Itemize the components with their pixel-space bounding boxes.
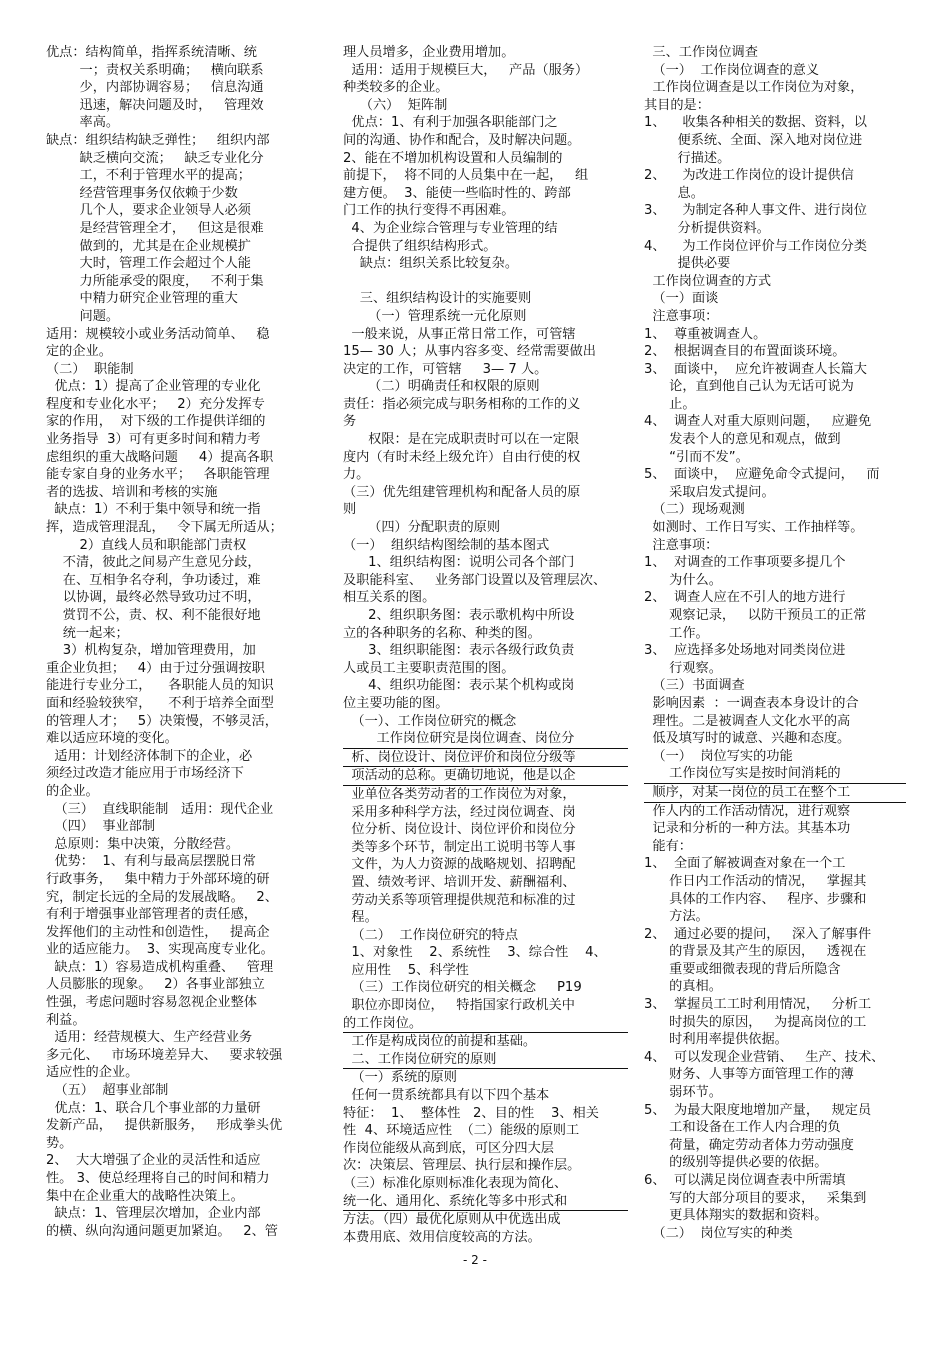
text-line: 项活动的总称。更确切地说，他是以企 [343, 767, 628, 786]
text-line: 发挥他们的主动性和创造性， 提高企 [46, 924, 270, 940]
text-line: 适用：计划经济体制下的企业，必 [46, 748, 253, 764]
text-line: 1、 全面了解被调查对象在一个工 [644, 856, 846, 872]
text-line: 适用：规模较小或业务活动简单、 稳 [46, 326, 270, 342]
text-line: 工作是构成岗位的前提和基础。 [343, 1034, 537, 1050]
text-line: 3、 掌握员工工时利用情况， 分析工 [644, 997, 872, 1013]
text-line: 1、 尊重被调查人。 [644, 326, 767, 342]
text-line: 更具体翔实的数据和资料。 [644, 1208, 828, 1224]
text-line: 职位亦即岗位， 特指国家行政机关中 [343, 998, 575, 1014]
text-line: 集中在企业重大的战略性决策上。 [46, 1188, 244, 1204]
text-line: 注意事项： [644, 308, 719, 324]
text-line: 三、组织结构设计的实施要则 [343, 291, 532, 307]
text-line: 类等多个环节，制定出工说明书等人事 [343, 839, 576, 855]
text-line: 相互关系的图。 [343, 590, 436, 606]
text-line: 2、 通过必要的提问， 深入了解事件 [644, 926, 872, 942]
text-line: 的企业。 [46, 783, 99, 799]
text-line: 4、为企业综合管理与专业管理的结 [343, 220, 558, 236]
text-line: 不清，彼此之间易产生意见分歧， [46, 555, 261, 571]
text-line: 1、 收集各种相关的数据、资料，以 [644, 115, 867, 131]
text-line: 5、 面谈中， 应避免命令式提问， 而 [644, 467, 880, 483]
text-line: 工作。 [644, 625, 709, 641]
text-line: 理人员增多，企业费用增加。 [343, 45, 515, 60]
text-line: 的横、纵向沟通问题更加紧迫。 2、管 [46, 1223, 278, 1239]
text-line: 3）机构复杂，增加管理费用，加 [46, 643, 256, 659]
text-line: 以协调，最终必然导致功过不明， [46, 590, 261, 606]
text-line: 本费用底、效用信度较高的方法。 [343, 1229, 541, 1245]
text-line: 方法。（四）最优化原则从中优选出成 [343, 1212, 561, 1228]
text-line: 6、 可以满足岗位调查表中所需填 [644, 1173, 846, 1188]
text-line: 4、 调查人对重大原则问题， 应避免 [644, 414, 872, 430]
text-line: 行政事务， 集中精力于外部环境的研 [46, 871, 270, 887]
text-line: （二） 岗位写实的种类 [644, 1225, 793, 1241]
text-line: 2、 根据调查目的布置面谈环境。 [644, 344, 846, 360]
text-line: 工作岗位调查的方式 [644, 273, 772, 289]
text-line: 作岗位能级从高到底，可区分四大层 [343, 1140, 554, 1156]
text-line: （二） 工作岗位研究的特点 [343, 927, 519, 943]
text-line: （一） 组织结构图绘制的基本图式 [343, 537, 550, 553]
text-line: 大时，管理工作会超过个人能 [46, 256, 251, 272]
text-line: 2、 调查人应在不引人的地方进行 [644, 590, 846, 606]
text-line: 息。 [644, 185, 704, 201]
text-line: 观察记录， 以防干预员工的正常 [644, 608, 867, 623]
text-line: 适用：适用于规模巨大， 产品（服务） [343, 62, 589, 78]
text-line: 力所能承受的限度， 不利于集 [46, 273, 264, 289]
text-line: 采取启发式提问。 [644, 484, 775, 500]
text-line: 弱环节。 [644, 1085, 722, 1101]
text-line: 人或员工主要职责范围的图。 [343, 660, 515, 676]
text-line: 前提下， 将不同的人员集中在一起， 组 [343, 168, 589, 184]
text-line: 位主要功能的图。 [343, 695, 449, 711]
text-line: 业务指导 3）可有更多时间和精力考 [46, 432, 261, 448]
text-line: 虑组织的重大战略问题 4）提高各职 [46, 449, 274, 465]
text-line: 种类较多的企业。 [343, 80, 449, 96]
text-column-middle [343, 44, 628, 1246]
text-line: 间的沟通、协作和配合，及时解决问题。 [343, 132, 581, 148]
text-line: 工作岗位写实是按时间消耗的 [644, 765, 906, 784]
text-line: 决定的工作，可管辖 3— 7 人。 [343, 361, 548, 377]
text-line: 家的作用， 对下级的工作提供详细的 [46, 414, 266, 430]
text-line: （二）现场观测 [644, 502, 745, 518]
text-line: （四） 事业部制 [46, 819, 156, 835]
text-line: 经营管理事务仅依赖于少数 [46, 185, 238, 201]
text-line: 业单位各类劳动者的工作岗位为对象， [343, 786, 576, 802]
text-line: 任何一贯系统都具有以下四个基本 [343, 1088, 550, 1104]
text-line: 荷量，确定劳动者体力劳动强度 [644, 1137, 854, 1153]
text-line: 究，制定长远的全局的发展战略。 2、 [46, 889, 278, 905]
text-line: （三）优先组建管理机构和配备人员的原 [343, 484, 581, 500]
text-line: 面和经验较狭窄， 不利于培养全面型 [46, 695, 274, 711]
text-line: 二、工作岗位研究的原则 [343, 1051, 628, 1070]
text-line: 工，不利于管理水平的提高； [46, 168, 251, 184]
text-line: 权限：是在完成职责时可以在一定限 [343, 432, 580, 448]
text-line: 适用：经营规模大、生产经营业务 [46, 1030, 253, 1046]
text-line: （三）工作岗位研究的相关概念 P19 [343, 980, 582, 996]
text-line: 时损失的原因， 为提高岗位的工 [644, 1014, 867, 1030]
text-line: 1、 对调查的工作事项要多提几个 [644, 555, 846, 571]
text-line: 缺点：1）容易造成机构重叠、 管理 [46, 959, 274, 975]
text-line: 立的各种职务的名称、种类的图。 [343, 625, 541, 641]
page-number: - 2 - [463, 1253, 487, 1267]
text-line: 力。 [343, 467, 370, 483]
text-line: 业的适应能力。 3、实现高度专业化。 [46, 942, 274, 958]
text-line: 其目的是： [644, 97, 710, 113]
text-line: 责任：指必须完成与职务相称的工作的义 [343, 396, 581, 412]
text-line: 行观察。 [644, 660, 722, 676]
text-line: （一）、工作岗位研究的概念 [343, 713, 517, 729]
text-line: 优点：1、联合几个事业部的力量研 [46, 1100, 261, 1116]
text-line: 3、 面谈中， 应允许被调查人长篇大 [644, 361, 867, 377]
text-line: 势。 [46, 1135, 73, 1151]
text-line: （五） 超事业部制 [46, 1083, 169, 1099]
text-line: 缺点：组织结构缺乏弹性； 组织内部 [46, 132, 270, 148]
text-line: 写的大部分项目的要求， 采集到 [644, 1190, 867, 1206]
text-line: 2、组织职务图：表示歌机构中所设 [343, 608, 575, 623]
text-line: 的管理人才； 5）决策慢，不够灵活， [46, 713, 278, 729]
text-line: 几个人，要求企业领导人必须 [46, 203, 251, 219]
text-line: 定的企业。 [46, 344, 112, 360]
text-line: （二） 职能制 [46, 361, 134, 377]
text-line: 采用多种科学方法，经过岗位调查、岗 [343, 804, 576, 820]
text-line: 性强，考虑问题时容易忽视企业整体 [46, 995, 257, 1011]
text-line: 性 4、环境适应性 （二）能级的原则工 [343, 1123, 580, 1139]
text-line: 门工作的执行变得不再困难。 [343, 203, 515, 219]
text-line: 程度和专业化水平； 2）充分发挥专 [46, 396, 265, 412]
text-line: 置、绩效考评、培训开发、薪酬福利、 [343, 874, 576, 890]
text-line: 缺乏横向交流； 缺乏专业化分 [46, 150, 264, 166]
text-line: 能有： [644, 838, 692, 854]
text-line: 1、组织结构图：说明公司各个部门 [343, 555, 575, 571]
text-line: 重要或细微表现的背后所隐含 [644, 961, 841, 977]
text-line: 有利于增强事业部管理者的责任感， [46, 907, 257, 923]
text-line: 挥，造成管理混乱， 令下属无所适从； [46, 520, 283, 536]
text-line: 应用性 5、科学性 [343, 962, 469, 978]
text-line: 提供必要 [644, 256, 731, 272]
text-line: 3、 为制定各种人事文件、进行岗位 [644, 203, 867, 219]
text-line: 顺序，对某一岗位的员工在整个工 [644, 784, 906, 803]
text-line: （一） 工作岗位调查的意义 [644, 62, 820, 78]
text-line: 性。 3、使总经理将自己的时间和精力 [46, 1171, 270, 1186]
text-line: 优势： 1、有利与最高层摆脱日常 [46, 854, 256, 870]
text-line: 利益。 [46, 1012, 86, 1028]
text-line: 问题。 [46, 308, 120, 324]
text-line: 工作岗位研究是岗位调查、岗位分 [343, 730, 628, 749]
text-line: （四）分配职责的原则 [343, 520, 501, 536]
text-line: 论，直到他自己认为无话可说为 [644, 379, 854, 395]
text-column-right [644, 44, 906, 1242]
text-line: 记录和分析的一种方法。其基本功 [644, 821, 851, 837]
text-line: 1、对象性 2、系统性 3、综合性 4、 [343, 945, 607, 961]
text-line: 建方便。 3、能使一些临时性的、跨部 [343, 185, 571, 201]
text-line: 低及填写时的诚意、兴趣和态度。 [644, 731, 851, 747]
text-line: 行描述。 [644, 150, 731, 166]
text-line: 位分析、岗位设计、岗位评价和岗位分 [343, 822, 576, 838]
text-line: 时利用率提供依据。 [644, 1032, 788, 1048]
text-line: 一；责权关系明确； 横向联系 [46, 62, 264, 78]
text-line: 4、组织功能图：表示某个机构或岗 [343, 678, 575, 694]
text-line: 财务、人事等方面管理工作的薄 [644, 1067, 854, 1083]
text-line: “引而不发”。 [644, 449, 749, 465]
text-line: 统一起来； [46, 625, 129, 641]
text-line: 的级别等提供必要的依据。 [644, 1155, 828, 1171]
text-line: 中精力研究企业管理的重大 [46, 291, 238, 307]
text-line: （六） 矩阵制 [343, 97, 448, 113]
text-line: 的真相。 [644, 979, 722, 995]
text-line: 迅速，解决问题及时， 管理效 [46, 97, 264, 113]
text-line: 便系统、全面、深入地对岗位进 [644, 132, 863, 148]
text-line: 则 [343, 502, 357, 518]
text-line: （二）明确责任和权限的原则 [343, 379, 540, 395]
text-line: 务 [343, 414, 357, 430]
text-line: 能专家自身的业务水平； 各职能管理 [46, 467, 270, 483]
text-line: 文件，为人力资源的战略规划、招聘配 [343, 857, 576, 873]
text-line: 赏罚不公，责、权、利不能很好地 [46, 608, 261, 623]
text-line: 度内（有时未经上级允许）自由行使的权 [343, 449, 581, 465]
text-line: 作人内的工作活动情况，进行观察 [644, 803, 851, 819]
text-line: 方法。 [644, 909, 709, 925]
text-line: （一）系统的原则 [343, 1070, 457, 1086]
text-line: 者的选拔、培训和考核的实施 [46, 484, 218, 500]
text-line: 2、能在不增加机构设置和人员编制的 [343, 150, 563, 166]
text-line: 多元化、 市场环境差异大、 要求较强 [46, 1047, 283, 1063]
text-line: 理性。二是被调查人文化水平的高 [644, 713, 851, 729]
text-line: 能进行专业分工， 各职能人员的知识 [46, 678, 274, 694]
text-line: 缺点：组织关系比较复杂。 [343, 256, 519, 272]
text-line: 须经过改造才能应用于市场经济下 [46, 766, 244, 782]
text-line: 次：决策层、管理层、执行层和操作层。 [343, 1158, 581, 1174]
text-line: 作日内工作活动的情况， 掌握其 [644, 873, 867, 889]
text-line: 缺点：1、管理层次增加，企业内部 [46, 1206, 261, 1222]
text-line: 析、岗位设计、岗位评价和岗位分级等 [343, 749, 628, 768]
text-line: 影响因素 ：一调查表本身设计的合 [644, 695, 859, 711]
text-line: 率高。 [46, 115, 120, 131]
text-line: 5、 为最大限度地增加产量， 规定员 [644, 1102, 872, 1118]
text-line: 分析提供资料。 [644, 220, 770, 236]
text-line: 劳动关系等项管理提供规范和标准的过 [343, 892, 576, 908]
text-line: 统一化、通用化、系统化等多中形式和 [343, 1193, 628, 1212]
text-line: （一）面谈 [644, 291, 719, 307]
text-line: 一般来说，从事正常日常工作，可管辖 [343, 326, 576, 342]
text-line: 难以适应环境的变化。 [46, 731, 178, 747]
text-line: 及职能科室、 业务部门设置以及管理层次、 [343, 572, 607, 588]
text-line: 人员膨胀的现象。 2）各事业部独立 [46, 977, 265, 993]
text-line: 重企业负担； 4）由于过分强调按职 [46, 660, 265, 676]
text-line: 程。 [343, 910, 378, 926]
text-line: （三）标准化原则标准化表现为简化、 [343, 1176, 568, 1191]
text-line: 适应性的企业。 [46, 1065, 139, 1081]
text-line: 工作岗位调查是以工作岗位为对象， [644, 80, 864, 96]
text-line: （一） 岗位写实的功能 [644, 748, 793, 764]
text-line: 总原则：集中决策，分散经营。 [46, 836, 240, 852]
text-line: 2、 为改进工作岗位的设计提供信 [644, 168, 854, 184]
text-line: 4、 可以发现企业营销、 生产、技术、 [644, 1049, 885, 1065]
text-line: 注意事项： [644, 537, 719, 553]
text-line: 优点：结构简单，指挥系统清晰、统 [46, 45, 257, 60]
text-line: 优点：1）提高了企业管理的专业化 [46, 379, 261, 395]
text-line: 止。 [644, 396, 696, 412]
text-line: 合提供了组织结构形式。 [343, 238, 497, 254]
text-line: （一）管理系统一元化原则 [343, 308, 527, 324]
text-line: 工和设备在工作人内合理的负 [644, 1120, 841, 1136]
text-line: 为什么。 [644, 572, 722, 588]
text-line: 3、 应选择多处场地对同类岗位进 [644, 643, 846, 659]
text-line: 2、 大大增强了企业的灵活性和适应 [46, 1153, 261, 1169]
text-line: 的工作岗位。 [343, 1015, 628, 1034]
text-line: 发表个人的意见和观点，做到 [644, 432, 841, 448]
text-line: （三） 直线职能制 适用：现代企业 [46, 801, 274, 817]
text-line: 3、组织职能图：表示各级行政负责 [343, 643, 575, 659]
text-line: 如测时、工作日写实、工作抽样等。 [644, 520, 864, 536]
text-line: 具体的工作内容、 程序、步骤和 [644, 891, 867, 907]
text-line: 少，内部协调容易； 信息沟通 [46, 80, 264, 96]
text-line: 发新产品， 提供新服务， 形成拳头优 [46, 1118, 283, 1134]
text-line: 是经营管理全才， 但这是很难 [46, 220, 264, 236]
text-line: 4、 为工作岗位评价与工作岗位分类 [644, 238, 867, 254]
text-line: （三）书面调查 [644, 678, 745, 694]
text-line: 三、工作岗位调查 [644, 45, 758, 60]
text-line: 的背景及其产生的原因， 透视在 [644, 944, 867, 960]
text-line: 做到的，尤其是在企业规模扩 [46, 238, 251, 254]
text-line: 特征： 1、 整体性 2、目的性 3、相关 [343, 1105, 599, 1121]
text-line: 缺点：1）不利于集中领导和统一指 [46, 502, 261, 518]
text-line: 15— 30 人；从事内容多变、经常需要做出 [343, 344, 596, 360]
text-column-left [46, 44, 314, 1240]
text-line: 2）直线人员和职能部门责权 [46, 537, 247, 553]
text-line [343, 273, 628, 291]
text-line: 在、互相争名夺利，争功诿过，难 [46, 572, 261, 588]
text-line: 优点：1、有利于加强各职能部门之 [343, 115, 558, 131]
